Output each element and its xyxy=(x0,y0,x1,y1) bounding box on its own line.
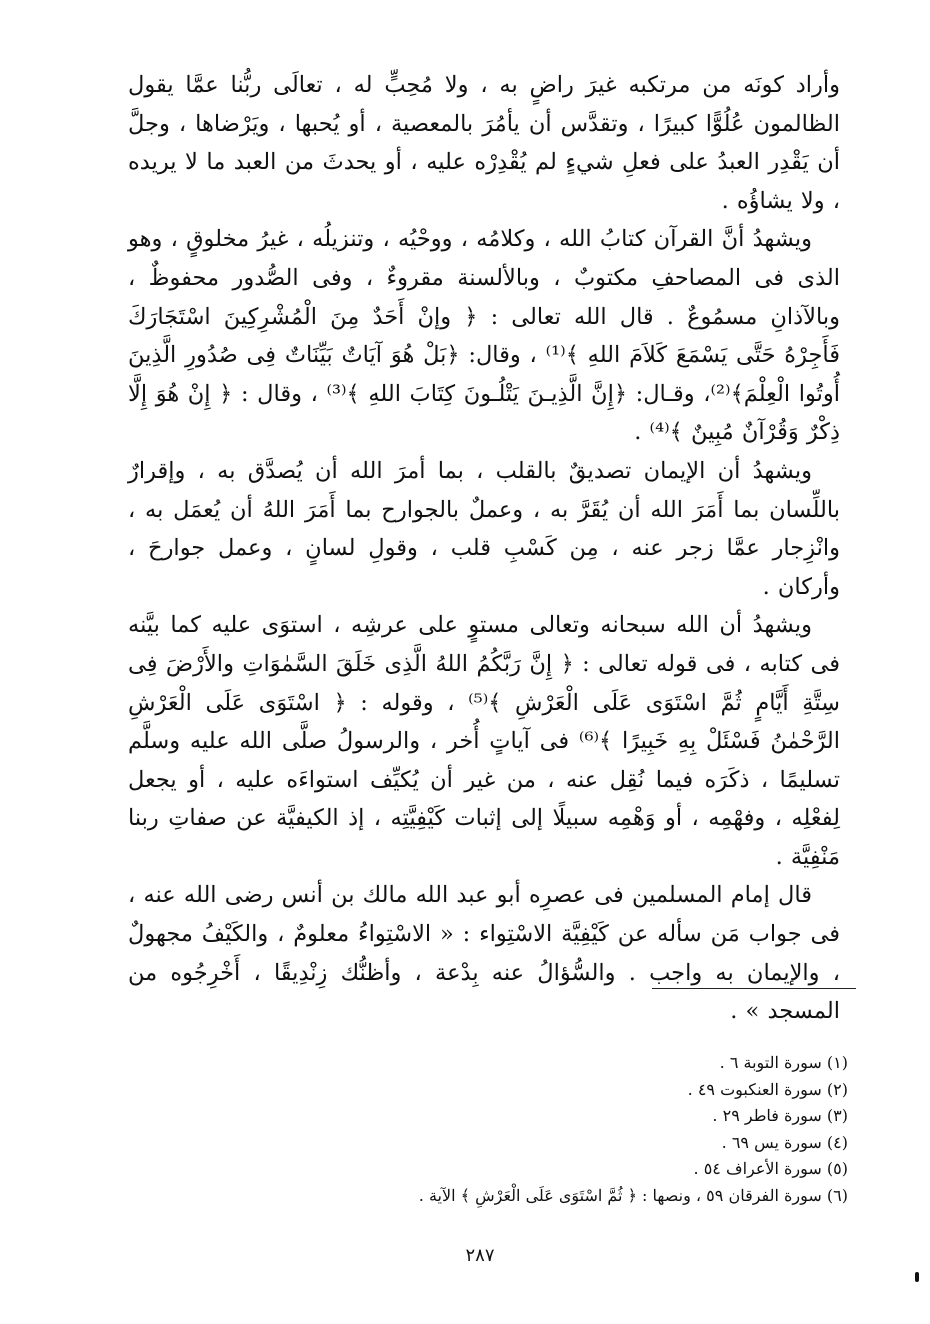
paragraph-4: ويشهدُ أن الله سبحانه وتعالى مستوٍ على عرشِه ، استوَى عليه كما بيَّنه فى كتابه ، فى قوله تعالى : ﴿ إِنَّ رَبَّكُمُ اللهُ الَّذِى خَلَقَ السَّمٰوَاتِ والأَرْضَ فِى سِتَّةِ أَيَّامٍ ثُمَّ اسْتَوَى عَلَى الْعَرْشِ ﴾⁽⁵⁾ ، وقوله : ﴿ اسْتَوَى عَلَى الْعَرْشِ الرَّحْمٰنُ فَسْئَلْ بِهِ خَبِيرًا ﴾⁽⁶⁾ فى آياتٍ أُخر ، والرسولُ صلَّى الله عليه وسلَّم تسليمًا ، ذكَرَه فيما نُقِل عنه ، من غير أن يُكيِّف استواءَه عليه ، أو يجعل لِفعْلِه ، وفهْمِه ، أو وَهْمِه سبيلًا إلى إثبات كَيْفِيَّتِه ، إذ الكيفيَّة عن صفاتِ ربنا مَنْفِيَّة . xyxy=(128,612,840,870)
paragraph-3: ويشهدُ أن الإيمان تصديقٌ بالقلب ، بما أمرَ الله أن يُصدَّق به ، وإقرارٌ باللِّسان بما أَمَرَ الله أن يُقَرَّ به ، وعملٌ بالجوارح بما أَمَرَ اللهُ أن يُعمَل به ، وانْزِجار عمَّا زجر عنه ، مِن كَسْبِ قلب ، وقولِ لسانٍ ، وعمل جوارحَ ، وأركان . xyxy=(128,457,840,600)
page-number: ٢٨٧ xyxy=(465,1245,495,1266)
footnote-2: (٢) سورة العنكبوت ٤٩ . xyxy=(687,1079,848,1099)
footnote-4: (٤) سورة يس ٦٩ . xyxy=(721,1132,848,1152)
scan-edge-mark xyxy=(915,1272,919,1282)
footnotes xyxy=(300,1050,848,1209)
main-text xyxy=(128,66,840,1031)
footnote-5: (٥) سورة الأعراف ٥٤ . xyxy=(693,1159,848,1178)
paragraph-2: ويشهدُ أنَّ القرآن كتابُ الله ، وكلامُه ، ووحْيُه ، وتنزيلُه ، غيرُ مخلوقٍ ، وهو الذى فى المصاحفِ مكتوبٌ ، وبالألسنة مقروءٌ ، وفى الصُّدور محفوظٌ ، وبالآذانِ مسمُوعٌ . قال الله تعالى : ﴿ وإنْ أَحَدٌ مِنَ الْمُشْرِكِينَ اسْتَجَارَكَ فَأَجِرْهُ حَتَّى يَسْمَعَ كَلاَمَ اللهِ ﴾⁽¹⁾ ، وقال: ﴿بَلْ هُوَ آيَاتٌ بَيِّنَاتٌ فِى صُدُورِ الَّذِينَ أُوتُوا الْعِلْمَ﴾⁽²⁾، وقـال: ﴿إِنَّ الَّذِيـنَ يَتْلُـونَ كِتَابَ اللهِ ﴾⁽³⁾ ، وقال : ﴿ إِنْ هُوَ إِلَّا ذِكْرٌ وَقُرْآنٌ مُبِينٌ ﴾⁽⁴⁾ . xyxy=(128,226,841,446)
paragraph-1: وأراد كونَه من مرتكبه غيرَ راضٍ به ، ولا مُحِبٍّ له ، تعالَى ربُّنا عمَّا يقول الظالمون عُلُوًّا كبيرًا ، وتقدَّس أن يأمُرَ بالمعصية ، أو يُحبها ، ويَرْضاها ، وجلَّ أن يَقْدِر العبدُ على فعلِ شيءٍ لم يُقْدِرْه عليه ، أو يحدثَ من العبد ما لا يريده ، ولا يشاؤُه . xyxy=(128,72,840,214)
footnote-separator xyxy=(652,988,856,989)
footnote-3: (٣) سورة فاطر ٢٩ . xyxy=(712,1106,848,1125)
footnote-1: (١) سورة التوبة ٦ . xyxy=(719,1053,848,1072)
paragraph-5: قال إمام المسلمين فى عصرِه أبو عبد الله مالك بن أنس رضى الله عنه ، فى جواب مَن سأله عن كَيْفِيَّة الاسْتِواء : « الاسْتِواءُ معلومٌ ، والكَيْفُ مجهولٌ ، والإيمان به واجب . والسُّؤالُ عنه بِدْعة ، وأظنُّك زِنْدِيقًا ، أَخْرِجُوه من المسجد » . xyxy=(128,882,840,1025)
footnote-6: (٦) سورة الفرقان ٥٩ ، ونصها : ﴿ ثُمَّ اسْتَوَى عَلَى الْعَرْشِ ﴾ الآية . xyxy=(418,1185,848,1205)
